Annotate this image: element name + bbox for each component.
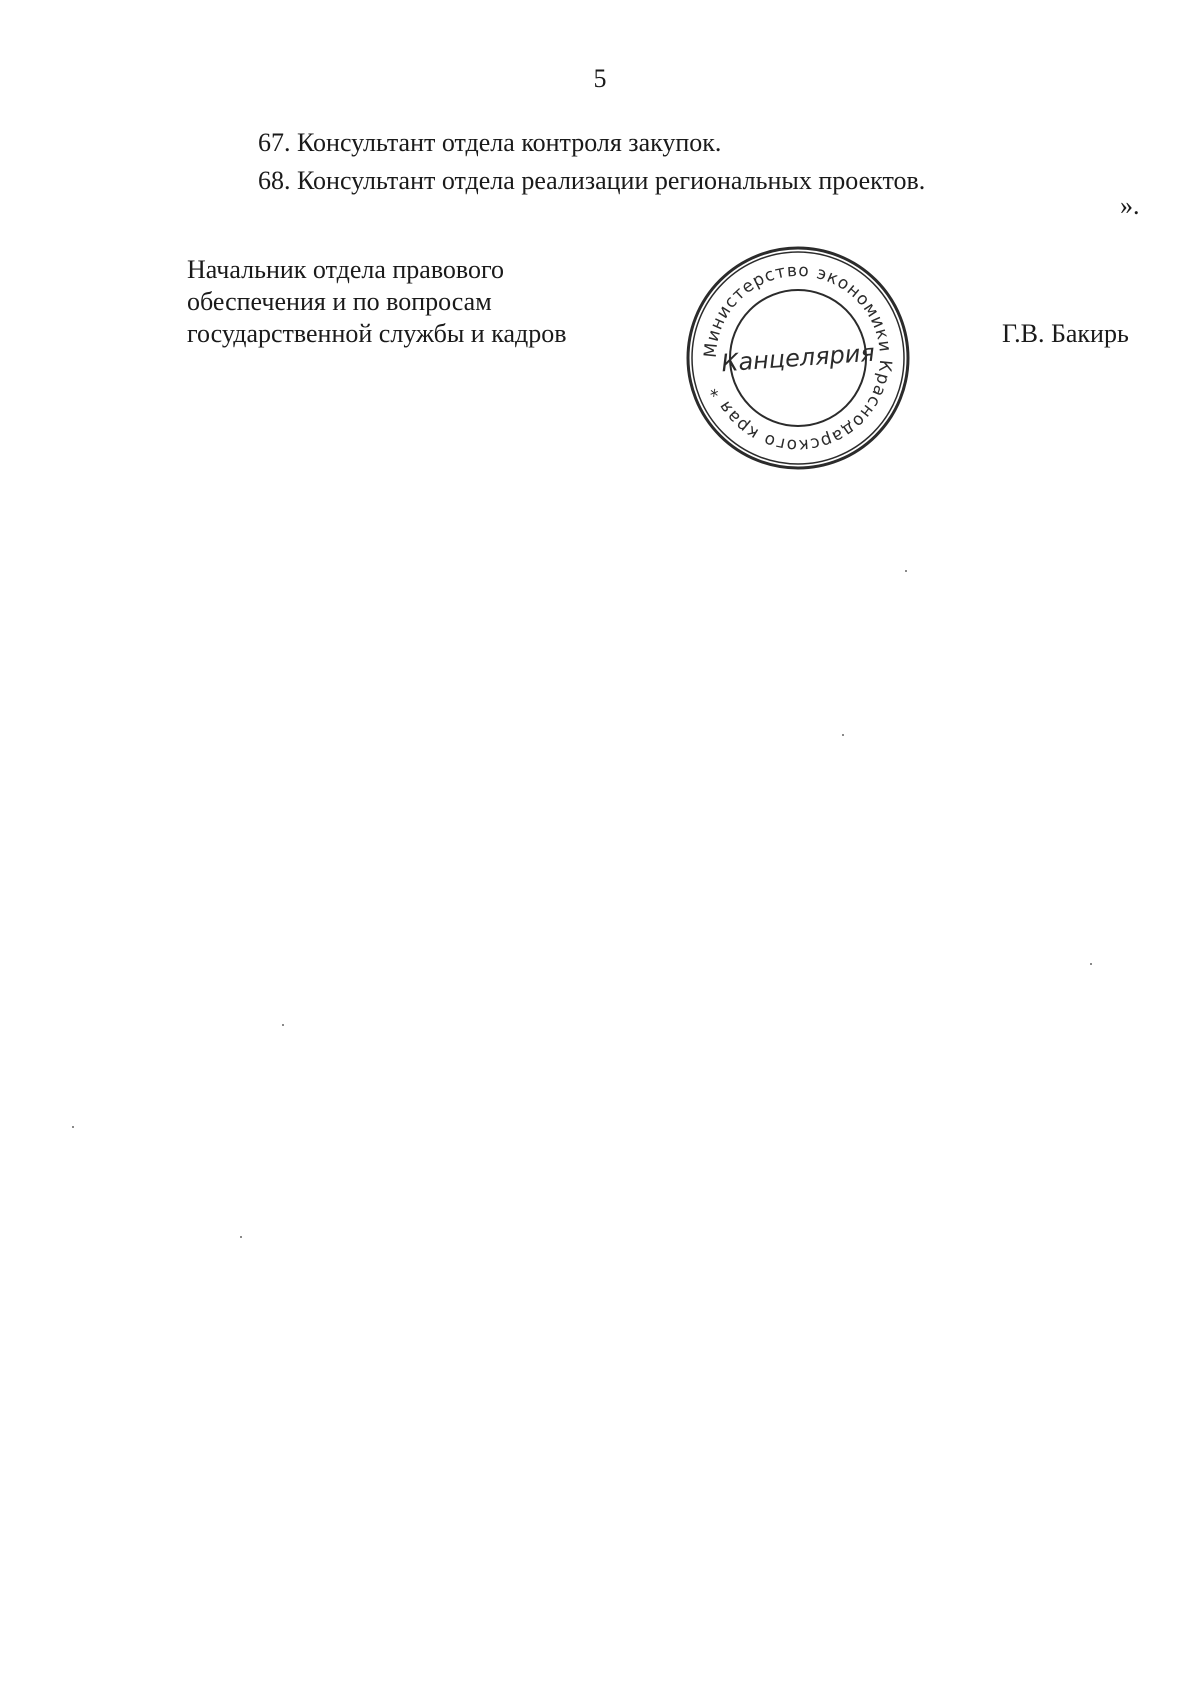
svg-text:Канцелярия: Канцелярия [720, 338, 876, 378]
closing-quote: ». [1120, 191, 1140, 220]
signatory-title-line: государственной службы и кадров [187, 319, 567, 348]
svg-text:Министерство экономики Краснод: Министерство экономики Краснодарского края * [700, 260, 896, 456]
position-list [258, 124, 925, 200]
stamp-seal-icon [684, 244, 912, 472]
chancellery-stamp [684, 244, 912, 472]
list-item: 67. Консультант отдела контроля закупок. [258, 128, 722, 157]
signatory-title-line: обеспечения и по вопросам [187, 287, 492, 316]
signatory-name: Г.В. Бакирь [1002, 319, 1129, 348]
signatory-title [187, 254, 567, 350]
signatory-title-line: Начальник отдела правового [187, 255, 505, 284]
page-number: 5 [593, 64, 607, 93]
list-item: 68. Консультант отдела реализации региональных проектов. [258, 166, 926, 195]
